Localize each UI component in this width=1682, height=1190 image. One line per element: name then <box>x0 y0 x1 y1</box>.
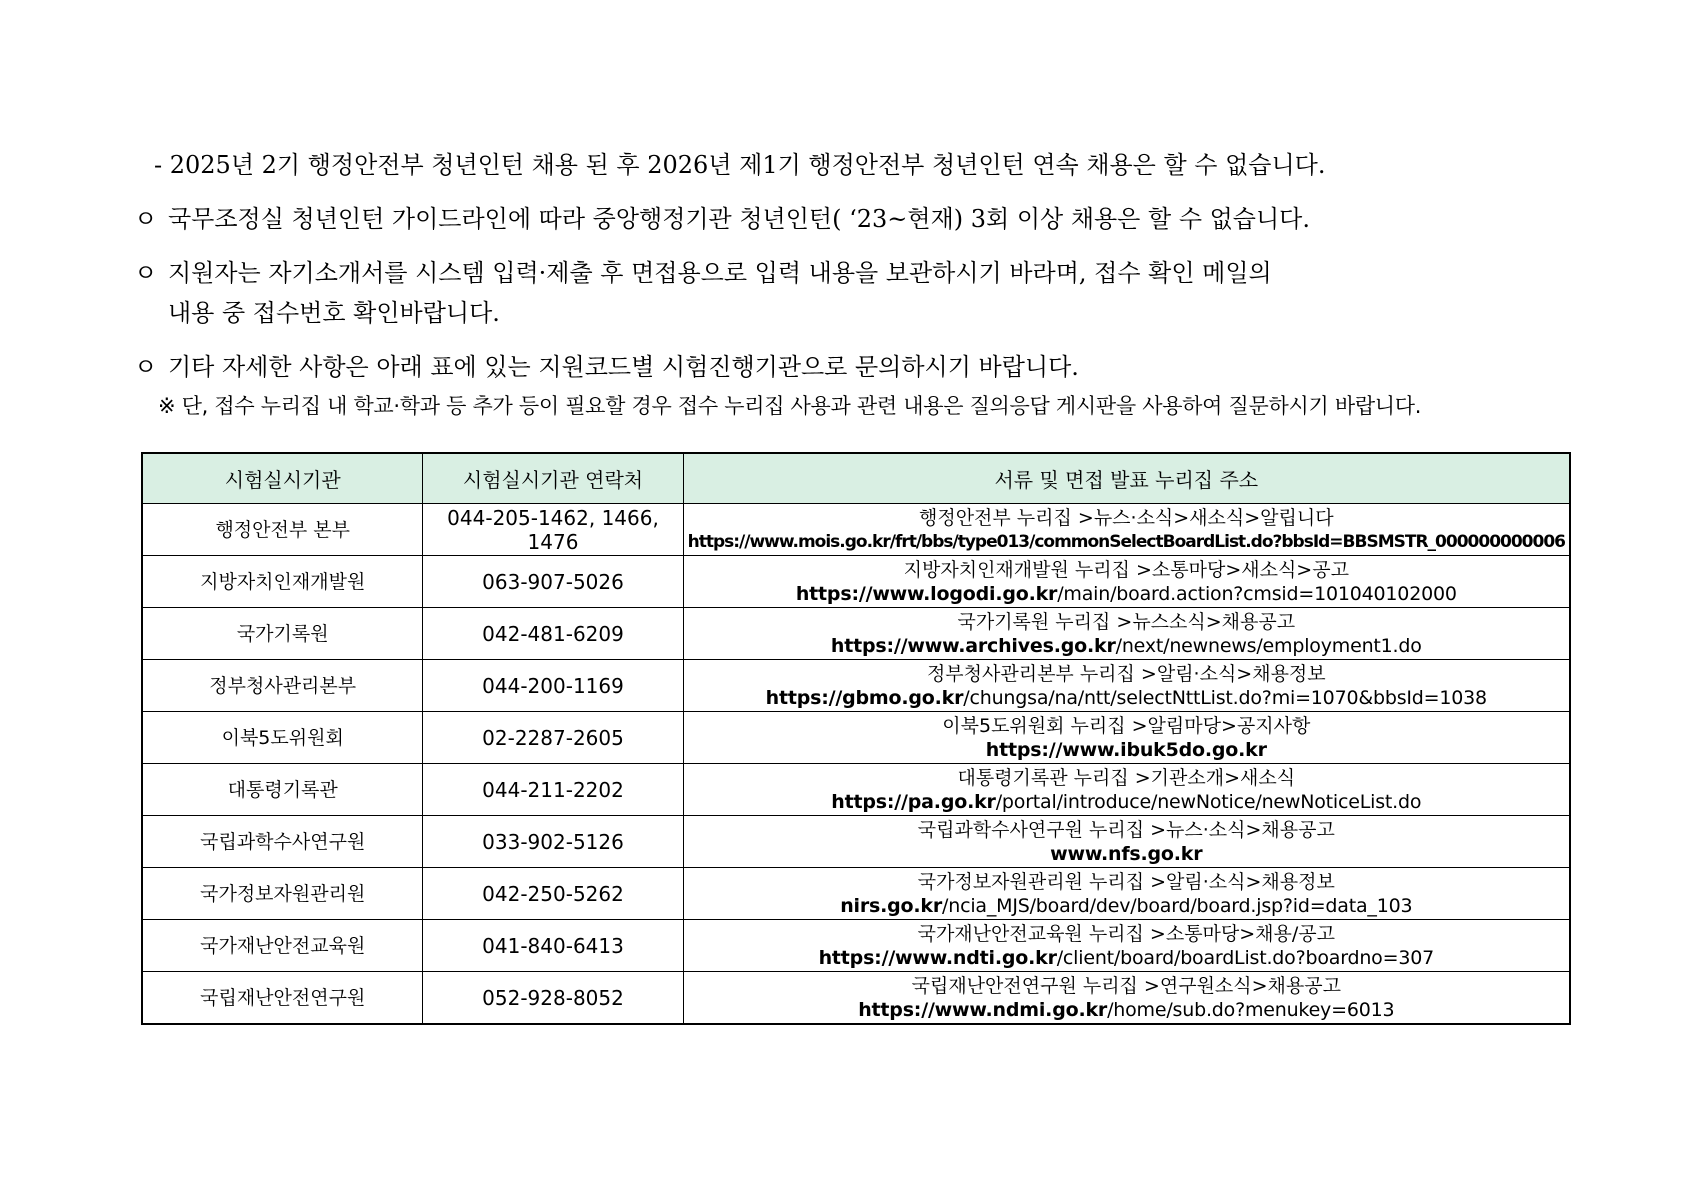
table-row <box>142 660 1570 712</box>
website-url[interactable]: https://www.logodi.go.kr/main/board.action?cmsid=101040102000 <box>795 582 1457 605</box>
agency-contact-table <box>141 452 1571 1025</box>
agency-phone: 052-928-8052 <box>423 972 683 1025</box>
notice-bullet-2 <box>128 258 1578 328</box>
notice-dash-line: - 2025년 2기 행정안전부 청년인턴 채용 된 후 2026년 제1기 행정안전부 청년인턴 연속 채용은 할 수 없습니다. <box>154 151 1326 179</box>
table-row <box>142 608 1570 660</box>
website-menu-path: 국가정보자원관리원 누리집 >알림·소식>채용정보 <box>917 870 1335 893</box>
table-row <box>142 972 1570 1025</box>
header-agency: 시험실시기관 <box>142 453 423 504</box>
website-url[interactable]: https://pa.go.kr/portal/introduce/newNotice/newNoticeList.do <box>831 790 1422 813</box>
agency-phone: 044-205-1462, 1466, 1476 <box>423 504 683 556</box>
agency-website <box>683 608 1570 660</box>
notice-bullet-2-line-2: 내용 중 접수번호 확인바랍니다. <box>168 299 500 327</box>
notice-bullet-3 <box>128 352 1578 382</box>
notice-bullet-2-line-1: 지원자는 자기소개서를 시스템 입력·제출 후 면접용으로 입력 내용을 보관하시기 바라며, 접수 확인 메일의 <box>168 259 1272 287</box>
bullet-icon: ㅇ <box>134 259 158 287</box>
agency-phone: 044-200-1169 <box>423 660 683 712</box>
agency-phone: 041-840-6413 <box>423 920 683 972</box>
notice-bullet-1 <box>128 204 1578 234</box>
website-url[interactable]: https://www.ndti.go.kr/client/board/boardList.do?boardno=307 <box>818 946 1434 969</box>
agency-website <box>683 660 1570 712</box>
website-menu-path: 행정안전부 누리집 >뉴스·소식>새소식>알립니다 <box>918 506 1334 529</box>
website-url[interactable]: https://www.mois.go.kr/frt/bbs/type013/commonSelectBoardList.do?bbsId=BBSMSTR_000000000006 <box>687 531 1565 552</box>
agency-website <box>683 556 1570 608</box>
agency-name: 대통령기록관 <box>142 764 423 816</box>
notice-bullet-3-text: 기타 자세한 사항은 아래 표에 있는 지원코드별 시험진행기관으로 문의하시기 바랍니다. <box>168 353 1079 381</box>
agency-website <box>683 764 1570 816</box>
website-url[interactable]: https://www.ndmi.go.kr/home/sub.do?menukey=6013 <box>858 998 1395 1021</box>
website-url[interactable]: https://www.archives.go.kr/next/newnews/employment1.do <box>830 634 1422 657</box>
agency-website <box>683 972 1570 1025</box>
agency-name: 국가정보자원관리원 <box>142 868 423 920</box>
agency-website <box>683 868 1570 920</box>
agency-website <box>683 816 1570 868</box>
agency-phone: 042-481-6209 <box>423 608 683 660</box>
agency-phone: 02-2287-2605 <box>423 712 683 764</box>
bullet-icon: ㅇ <box>134 353 158 381</box>
website-menu-path: 지방자치인재개발원 누리집 >소통마당>새소식>공고 <box>903 558 1349 581</box>
website-url[interactable]: www.nfs.go.kr <box>1050 842 1203 865</box>
website-menu-path: 정부청사관리본부 누리집 >알림·소식>채용정보 <box>926 662 1326 685</box>
website-menu-path: 국립재난안전연구원 누리집 >연구원소식>채용공고 <box>911 974 1341 997</box>
agency-name: 정부청사관리본부 <box>142 660 423 712</box>
agency-website <box>683 504 1570 556</box>
agency-name: 국가재난안전교육원 <box>142 920 423 972</box>
agency-name: 국가기록원 <box>142 608 423 660</box>
agency-name: 이북5도위원회 <box>142 712 423 764</box>
website-url[interactable]: https://gbmo.go.kr/chungsa/na/ntt/selectNttList.do?mi=1070&bbsId=1038 <box>765 686 1487 709</box>
website-menu-path: 국가재난안전교육원 누리집 >소통마당>채용/공고 <box>917 922 1335 945</box>
agency-name: 행정안전부 본부 <box>142 504 423 556</box>
agency-website <box>683 920 1570 972</box>
agency-name: 국립과학수사연구원 <box>142 816 423 868</box>
notice-bullet-1-text: 국무조정실 청년인턴 가이드라인에 따라 중앙행정기관 청년인턴( ‘23~현재) 3회 이상 채용은 할 수 없습니다. <box>168 205 1310 233</box>
agency-phone: 044-211-2202 <box>423 764 683 816</box>
table-row <box>142 920 1570 972</box>
website-url[interactable]: https://www.ibuk5do.go.kr <box>985 738 1267 761</box>
table-row <box>142 764 1570 816</box>
notice-remark: ※ 단, 접수 누리집 내 학교·학과 등 추가 등이 필요할 경우 접수 누리집 사용과 관련 내용은 질의응답 게시판을 사용하여 질문하시기 바랍니다. <box>158 394 1422 418</box>
agency-name: 국립재난안전연구원 <box>142 972 423 1025</box>
bullet-icon: ㅇ <box>134 205 158 233</box>
agency-website <box>683 712 1570 764</box>
website-menu-path: 대통령기록관 누리집 >기관소개>새소식 <box>957 766 1296 789</box>
website-menu-path: 국립과학수사연구원 누리집 >뉴스·소식>채용공고 <box>917 818 1335 841</box>
agency-phone: 033-902-5126 <box>423 816 683 868</box>
website-menu-path: 이북5도위원회 누리집 >알림마당>공지사항 <box>942 714 1311 737</box>
table-row <box>142 556 1570 608</box>
website-url[interactable]: nirs.go.kr/ncia_MJS/board/dev/board/board.jsp?id=data_103 <box>840 894 1413 917</box>
table-row <box>142 504 1570 556</box>
table-row <box>142 712 1570 764</box>
agency-phone: 042-250-5262 <box>423 868 683 920</box>
notice-section <box>128 150 1578 420</box>
agency-phone: 063-907-5026 <box>423 556 683 608</box>
header-contact: 시험실시기관 연락처 <box>423 453 683 504</box>
agency-name: 지방자치인재개발원 <box>142 556 423 608</box>
table-row <box>142 816 1570 868</box>
table-header-row <box>142 453 1570 504</box>
table-row <box>142 868 1570 920</box>
header-website: 서류 및 면접 발표 누리집 주소 <box>683 453 1570 504</box>
website-menu-path: 국가기록원 누리집 >뉴스소식>채용공고 <box>957 610 1296 633</box>
